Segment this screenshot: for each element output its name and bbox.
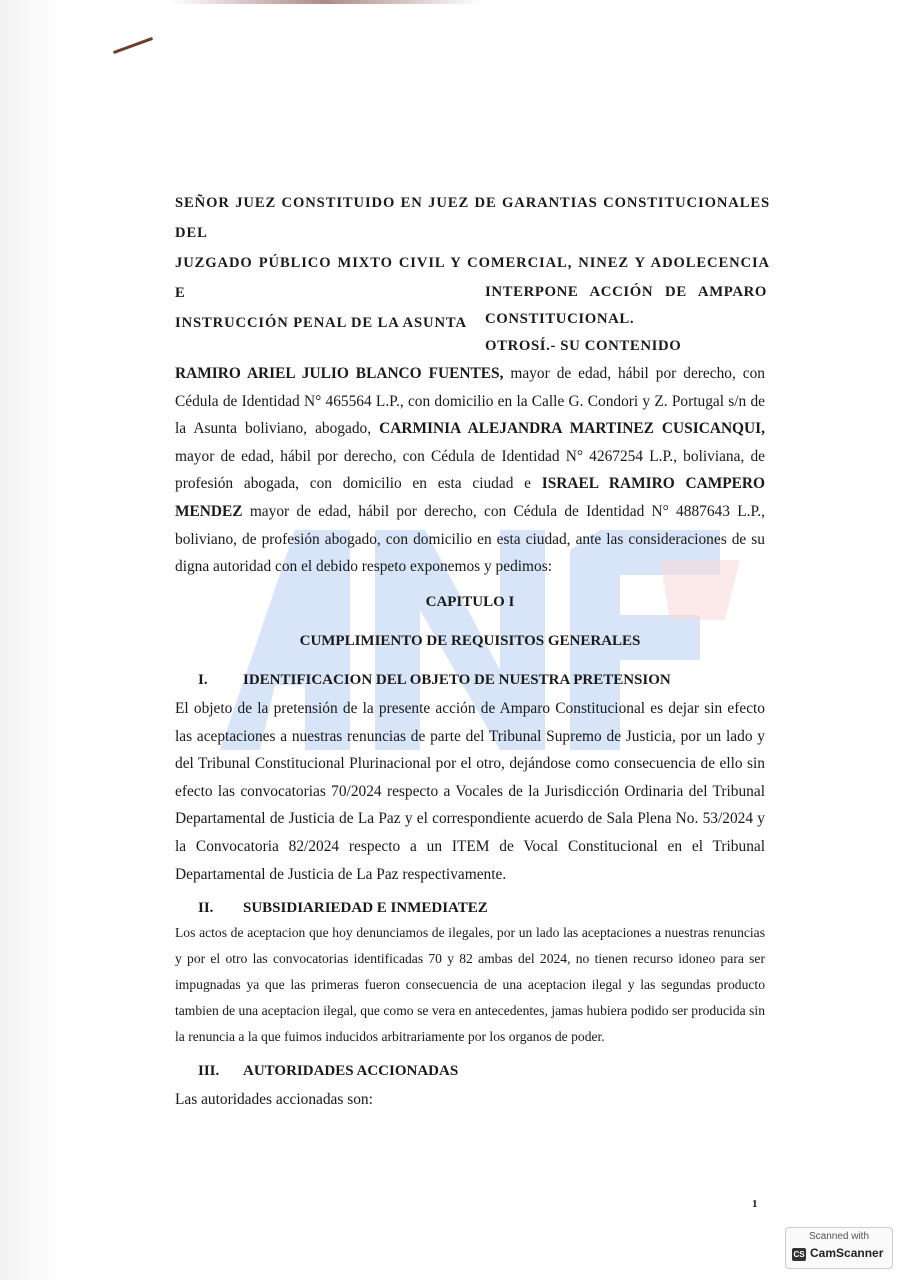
- petitioner-details: mayor de edad, hábil por derecho, con Cédula de Identidad N° 4267254 L.P., boliviana, de profesión abogada, con domicilio en esta ciudad e: [175, 447, 765, 493]
- scanned-with-label: Scanned with: [808, 1231, 870, 1242]
- section-title: IDENTIFICACION DEL OBJETO DE NUESTRA PRETENSION: [243, 672, 671, 688]
- court-address-line: JUZGADO PÚBLICO MIXTO CIVIL Y COMERCIAL, NINEZ Y ADOLECENCIA E: [175, 255, 770, 301]
- chapter-subtitle: CUMPLIMIENTO DE REQUISITOS GENERALES: [299, 633, 641, 649]
- section-title: SUBSIDIARIEDAD E INMEDIATEZ: [243, 900, 488, 916]
- pen-mark: [113, 37, 153, 54]
- court-address-line: SEÑOR JUEZ CONSTITUIDO EN JUEZ DE GARANTIAS CONSTITUCIONALES DEL: [175, 195, 770, 241]
- page-number: 1: [752, 1198, 758, 1210]
- section-body: Los actos de aceptacion que hoy denunciamos de ilegales, por un lado las aceptaciones a nuestras renuncias y por el otro las convocatorias identificadas 70 y 82 ambas del 2024, no tienen recurso idoneo para ser impugnadas ya que las primeras fueron consecuencia de una aceptacion ilegal y las segundas producto tambien de una aceptacion ilegal, que como se vera en antecedentes, jamas hubiera podido ser producida sin la renuncia a la que fuimos inducidos arbitrariamente por los organos de poder.: [175, 925, 765, 1044]
- sumilla-line: OTROSÍ.- SU CONTENIDO: [485, 338, 682, 354]
- sumilla: [485, 279, 767, 360]
- section-body: El objeto de la pretensión de la presente acción de Amparo Constitucional es dejar sin efecto las aceptaciones a nuestras renuncias de parte del Tribunal Supremo de Justicia, por un lado y del Tribunal Constitucional Plurinacional por el otro, dejándose como consecuencia de ello sin efecto las convocatorias 70/2024 respecto a Vocales de la Jurisdicción Ordinaria del Tribunal Departamental de Justicia de La Paz y el correspondiente acuerdo de Sala Plena No. 53/2024 y la Convocatoria 82/2024 respecto a un ITEM de Vocal Constitucional en el Tribunal Departamental de Justicia de La Paz respectivamente.: [175, 700, 765, 883]
- petitioner-details: mayor de edad, hábil por derecho, con Cédula de Identidad N° 465564 L.P., con domicilio en la Calle G. Condori y Z. Portugal s/n de la Asunta boliviano, abogado,: [175, 365, 765, 438]
- sumilla-line: CONSTITUCIONAL.: [485, 311, 635, 327]
- petitioner-name: ISRAEL RAMIRO CAMPERO MENDEZ: [175, 475, 766, 520]
- scan-smudge: [170, 0, 480, 4]
- court-address-line: INSTRUCCIÓN PENAL DE LA ASUNTA: [175, 315, 467, 331]
- chapter-title: CAPITULO I: [425, 594, 515, 610]
- section-heading: [198, 672, 671, 689]
- petitioner-name: CARMINIA ALEJANDRA MARTINEZ CUSICANQUI,: [379, 420, 765, 438]
- section-number: III.: [198, 1063, 220, 1079]
- section-title: AUTORIDADES ACCIONADAS: [243, 1063, 459, 1079]
- section-heading: [198, 900, 488, 917]
- scan-shadow: [0, 0, 64, 1280]
- section-body: Las autoridades accionadas son:: [175, 1091, 373, 1108]
- petitioner-details: mayor de edad, hábil por derecho, con Cédula de Identidad N° 4887643 L.P., boliviano, de profesión abogado, con domicilio en esta ciudad, ante las consideraciones de su digna autoridad con el debido respeto exponemos y pedimos:: [175, 502, 765, 576]
- section-number: II.: [198, 900, 214, 916]
- section-number: I.: [198, 672, 208, 688]
- camscanner-badge: [785, 1227, 893, 1269]
- sumilla-line: INTERPONE ACCIÓN DE AMPARO: [485, 284, 767, 300]
- intro-paragraph: [175, 360, 765, 581]
- petitioner-name: RAMIRO ARIEL JULIO BLANCO FUENTES,: [175, 365, 504, 382]
- section-heading: [198, 1063, 458, 1080]
- camscanner-brand: CamScanner: [810, 1246, 884, 1260]
- camscanner-logo-icon: CS: [793, 1250, 805, 1259]
